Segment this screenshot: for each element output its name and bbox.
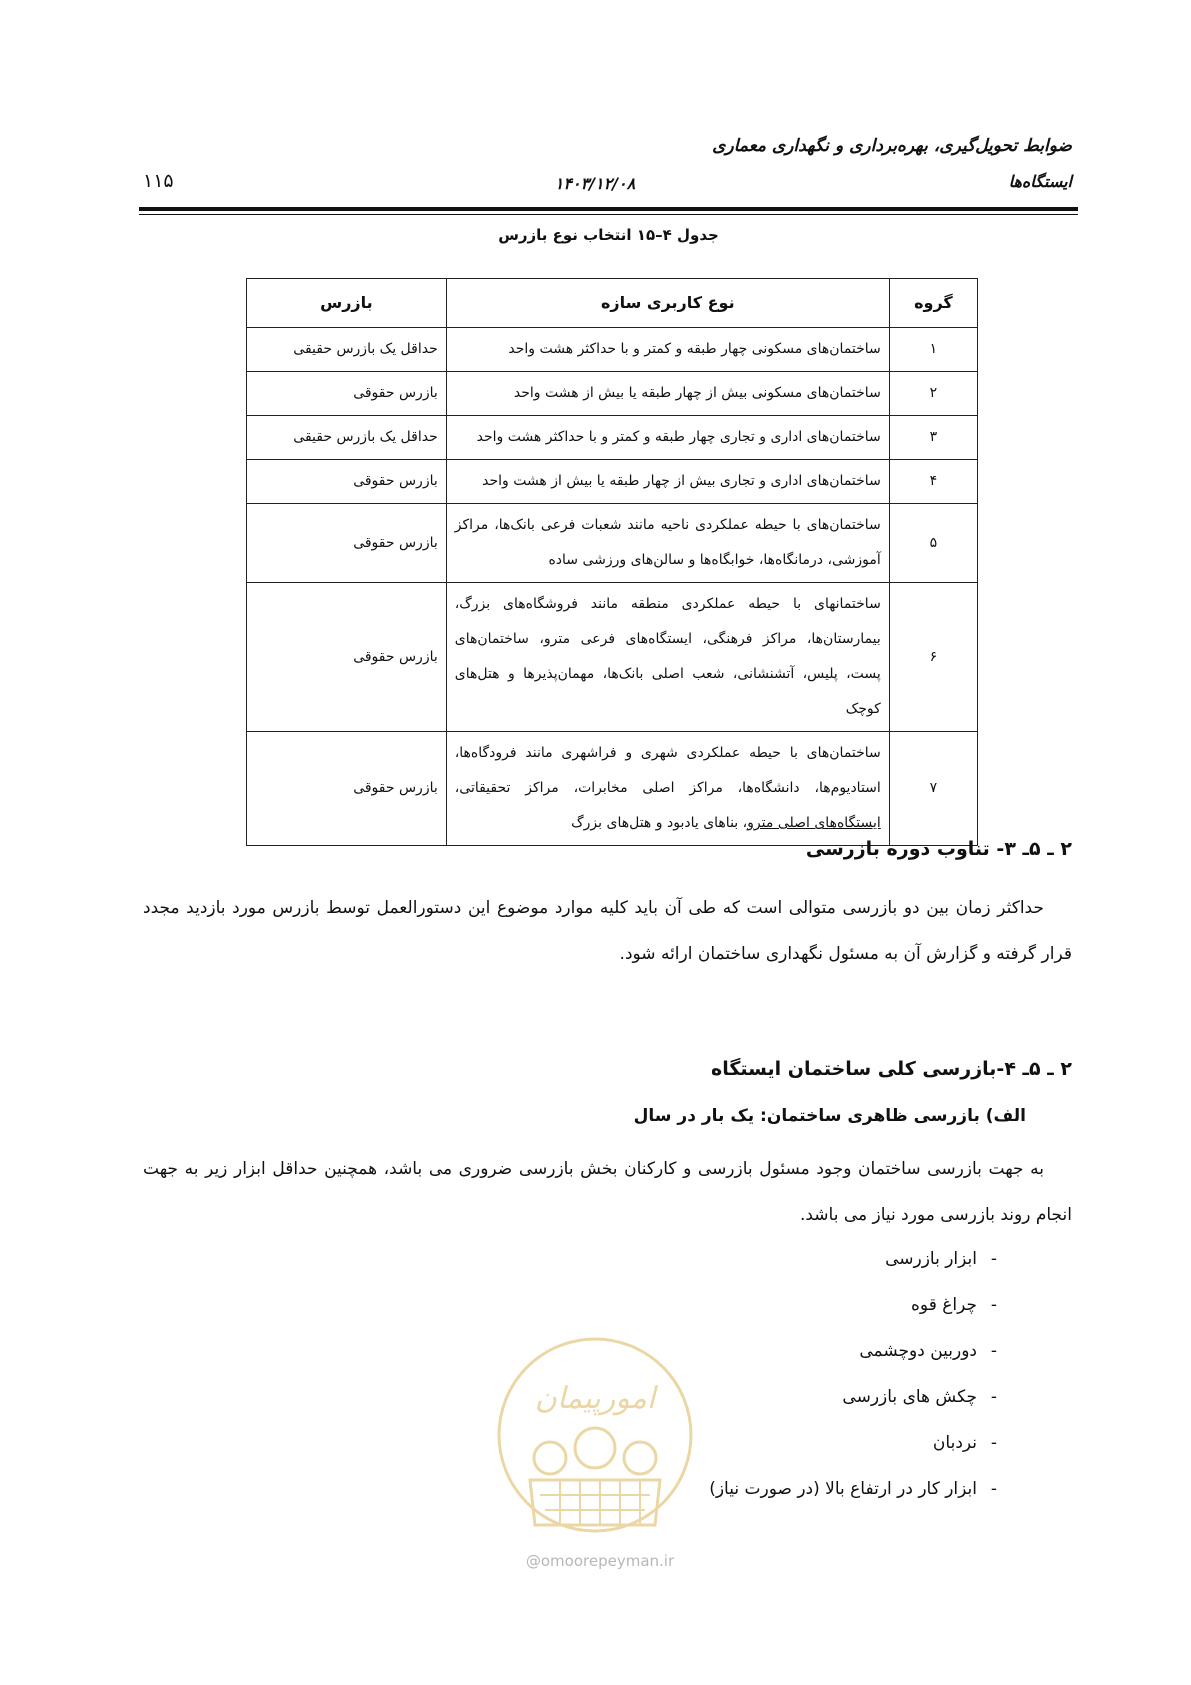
watermark-logo-icon [490,1330,700,1540]
table-row [247,328,978,372]
list-dash: - [990,1433,998,1453]
cell-inspector: بازرس حقوقی [247,583,447,732]
list-item [709,1236,1011,1282]
cell-usage: ساختمان‌های اداری و تجاری بیش از چهار طبقه یا بیش از هشت واحد [446,460,889,504]
watermark-logo-text: امورپیمان [534,1381,656,1416]
cell-group: ۴ [889,460,977,504]
usage-underlined-text: ایستگاه‌های اصلی مترو [747,815,881,831]
list-dash: - [990,1249,998,1269]
list-item-text: نردبان [932,1433,977,1453]
table-header-row [247,279,978,328]
list-item-text: چکش های بازرسی [842,1387,977,1407]
table-row [247,460,978,504]
list-item [709,1466,1011,1512]
list-item-text: چراغ قوه [911,1295,977,1315]
document-date: ۱۴۰۳/۱۲/۰۸ [554,174,636,193]
list-dash: - [990,1341,998,1361]
cell-inspector: حداقل یک بازرس حقیقی [247,328,447,372]
table-row [247,504,978,583]
list-item-text: دوربین دوچشمی [859,1341,977,1361]
header-rule-thick [139,207,1078,211]
usage-text: ، بناهای یادبود و هتل‌های بزرگ [571,815,748,831]
list-item [709,1282,1011,1328]
cell-usage: ساختمان‌های با حیطه عملکردی ناحیه مانند شعبات فرعی بانک‌ها، مراکز آموزشی، درمانگاه‌ها، خوابگاه‌ها و سالن‌های ورزشی ساده [446,504,889,583]
list-dash: - [990,1479,998,1499]
cell-group: ۲ [889,372,977,416]
tools-intro-paragraph: به جهت بازرسی ساختمان وجود مسئول بازرسی و کارکنان بخش بازرسی ضروری می باشد، همچنین حداقل ابزار زیر به جهت انجام روند بازرسی مورد نیاز می باشد. [143,1159,1072,1225]
table-row [247,416,978,460]
list-item [709,1328,1011,1374]
cell-group: ۵ [889,504,977,583]
cell-usage: ساختمانهای با حیطه عملکردی منطقه مانند فروشگاه‌های بزرگ، بیمارستان‌ها، مراکز فرهنگی، ایستگاه‌های فرعی مترو، ساختمان‌های پست، پلیس، آتشنشانی، شعب اصلی بانک‌ها، مهمان‌پذیرها و هتل‌های کوچک [446,583,889,732]
list-item-text: ابزار کار در ارتفاع بالا (در صورت نیاز) [709,1479,977,1499]
cell-usage: ساختمان‌های مسکونی بیش از چهار طبقه یا بیش از هشت واحد [446,372,889,416]
document-title: ضوابط تحویل‌گیری، بهره‌برداری و نگهداری معماری [712,136,1072,156]
list-dash: - [990,1295,998,1315]
header-group: گروه [889,279,977,328]
list-item-text: ابزار بازرسی [885,1249,977,1269]
cell-group: ۱ [889,328,977,372]
inspector-type-table [246,278,978,846]
subheading-visual-inspection: الف) بازرسی ظاهری ساختمان: یک بار در سال [633,1106,1026,1126]
cell-group: ۷ [889,732,977,846]
section-heading-inspection-interval: ۲ ـ ۵ـ ۳- تناوب دوره بازرسی [805,838,1072,860]
usage-text: ساختمان‌های با حیطه عملکردی شهری و فراشهری مانند فرودگاه‌ها، استادیوم‌ها، دانشگاه‌ها، مراکز اصلی مخابرات، مراکز تحقیقاتی، [454,745,881,796]
header-inspector: بازرس [247,279,447,328]
cell-usage: ساختمان‌های مسکونی چهار طبقه و کمتر و با حداکثر هشت واحد [446,328,889,372]
header-usage: نوع کاربری سازه [446,279,889,328]
cell-inspector: بازرس حقوقی [247,372,447,416]
inspection-interval-paragraph: حداکثر زمان بین دو بازرسی متوالی است که طی آن باید کلیه موارد موضوع این دستورالعمل توسط بازرس مورد بازدید مجدد قرار گرفته و گزارش آن به مسئول نگهداری ساختمان ارائه شود. [143,898,1072,964]
list-item [709,1420,1011,1466]
cell-usage: ساختمان‌های اداری و تجاری چهار طبقه و کمتر و با حداکثر هشت واحد [446,416,889,460]
page-number: ۱۱۵ [143,170,174,192]
cell-group: ۶ [889,583,977,732]
list-dash: - [990,1387,998,1407]
tools-list [709,1236,1011,1512]
cell-inspector: بازرس حقوقی [247,504,447,583]
section-subtitle: ایستگاه‌ها [1008,172,1072,191]
cell-group: ۳ [889,416,977,460]
table-row [247,583,978,732]
section-heading-general-inspection: ۲ ـ ۵ـ ۴-بازرسی کلی ساختمان ایستگاه [711,1058,1072,1080]
table-caption: جدول ۴–۱۵ انتخاب نوع بازرس [498,226,719,244]
cell-inspector: حداقل یک بازرس حقیقی [247,416,447,460]
header-rule-thin [139,214,1078,215]
table-row [247,732,978,846]
table-row [247,372,978,416]
cell-inspector: بازرس حقوقی [247,460,447,504]
watermark-site: @omoorepeyman.ir [525,1552,675,1570]
cell-usage [446,732,889,846]
cell-inspector: بازرس حقوقی [247,732,447,846]
list-item [709,1374,1011,1420]
